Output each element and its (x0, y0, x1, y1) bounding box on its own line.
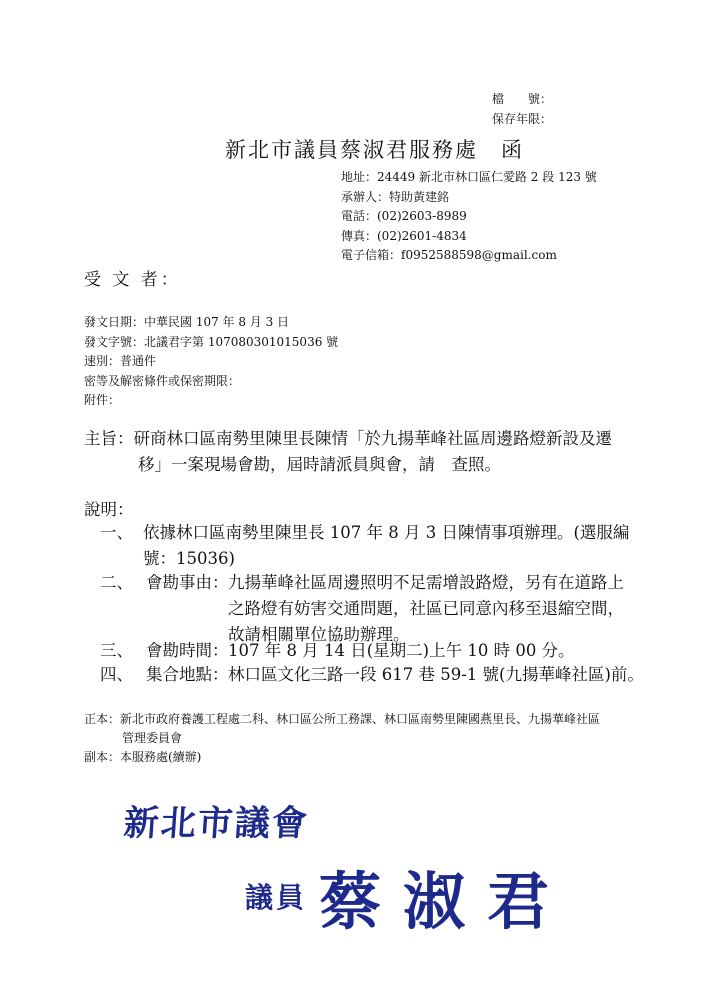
item-number: 一、 (100, 523, 133, 542)
item-label: 會勘事由： (146, 573, 229, 592)
item-label: 集合地點： (146, 665, 229, 684)
subject-line-2: 移」一案現場會勘，屆時請派員與會，請 查照。 (138, 455, 501, 474)
item-text-line-3: 故請相關單位協助辦理。 (228, 625, 410, 644)
item-text-line-1: 107 年 8 月 14 日(星期二)上午 10 時 00 分。 (228, 641, 575, 660)
item-number: 二、 (100, 573, 133, 592)
subject-section (84, 426, 612, 478)
councilor-name-stamp: 蔡淑君 (319, 865, 572, 938)
contact-address: 地址：24449 新北市林口區仁愛路 2 段 123 號 (341, 170, 597, 184)
contact-email: 電子信箱：f0952588598@gmail.com (341, 248, 557, 262)
item-label: 會勘時間： (146, 641, 229, 660)
distribution-list (84, 710, 600, 767)
item-text-line-2: 號：15036) (143, 549, 235, 568)
archive-number-label: 檔 號： (492, 92, 553, 106)
original-recipients-line-2: 管理委員會 (122, 731, 183, 745)
item-number: 四、 (100, 665, 133, 684)
subject-line-1: 主旨：研商林口區南勢里陳里長陳情「於九揚華峰社區周邊路燈新設及遷 (84, 429, 612, 448)
document-meta (84, 313, 338, 411)
explanation-heading: 說明： (84, 500, 134, 519)
security-level: 密等及解密條件或保密期限： (84, 373, 241, 388)
item-text-line-1: 依據林口區南勢里陳里長 107 年 8 月 3 日陳情事項辦理。(選服編 (143, 523, 630, 542)
document-title: 新北市議員蔡淑君服務處 函 (225, 138, 524, 162)
contact-fax: 傳真：(02)2601-4834 (341, 228, 467, 243)
recipient-label: 受 文 者： (84, 270, 181, 290)
retention-period-label: 保存年限： (492, 112, 553, 126)
contact-block (341, 168, 597, 266)
delivery-speed: 速別：普通件 (84, 354, 157, 368)
attachment: 附件： (84, 393, 121, 407)
copy-recipients: 副本：本服務處(續辦) (84, 750, 202, 764)
item-text-line-2: 之路燈有妨害交通問題，社區已同意內移至退縮空間， (228, 599, 624, 618)
document-number: 發文字號：北議君字第 107080301015036 號 (84, 334, 339, 349)
original-recipients-line-1: 正本：新北市政府養護工程處二科、林口區公所工務課、林口區南勢里陳國燕里長、九揚華峰社區 (84, 712, 601, 726)
contact-handler: 承辦人：特助黃建銘 (341, 189, 450, 204)
item-text-line-1: 林口區文化三路一段 617 巷 59-1 號(九揚華峰社區)前。 (228, 665, 644, 684)
contact-phone: 電話：(02)2603-8989 (341, 209, 467, 223)
item-number: 三、 (100, 641, 133, 660)
council-stamp-text: 新北市議會 (122, 803, 311, 844)
item-text-line-1: 九揚華峰社區周邊照明不足需增設路燈，另有在道路上 (228, 573, 624, 592)
councilor-title-stamp: 議員 (245, 881, 308, 914)
issue-date: 發文日期：中華民國 107 年 8 月 3 日 (84, 315, 290, 329)
